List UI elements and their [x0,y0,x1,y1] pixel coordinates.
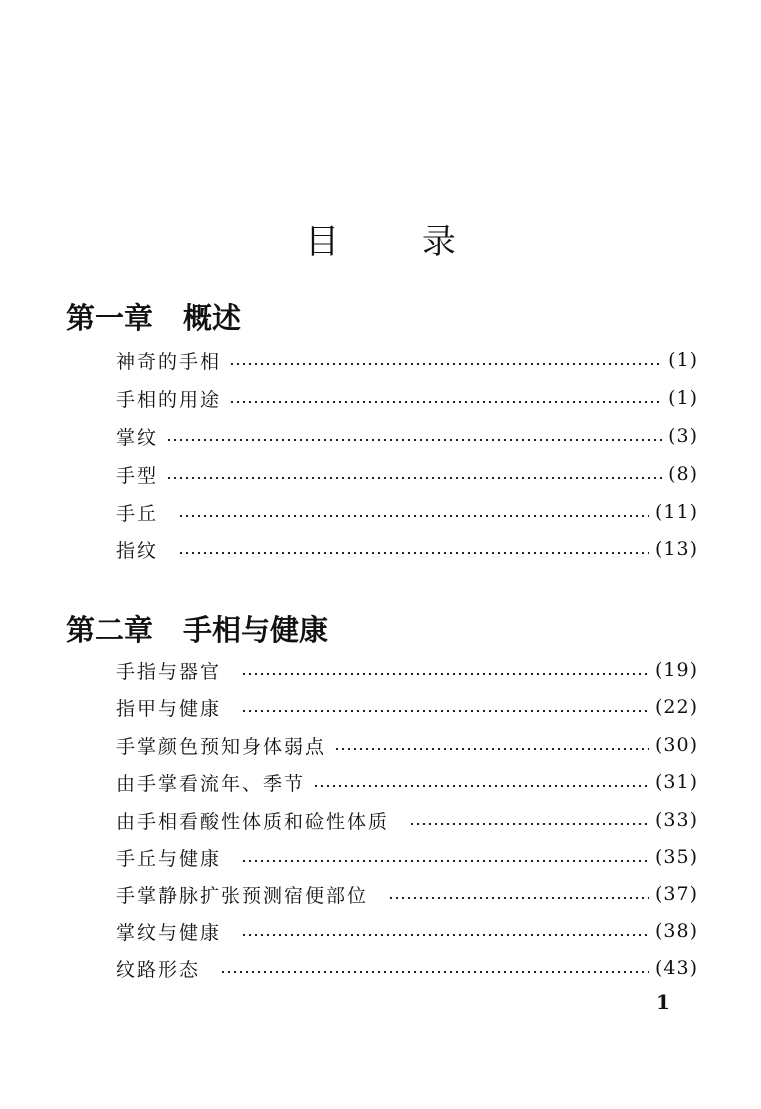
toc-entry[interactable] [116,840,698,874]
toc-entry-page: (35) [654,846,698,868]
leader-dots [334,748,649,750]
leader-dots [229,401,662,403]
toc-entry[interactable] [116,495,698,529]
chapter-heading-2 [66,610,328,650]
toc-entry[interactable] [116,532,698,566]
toc-entry-page: (1) [668,387,698,409]
toc-entry[interactable] [116,914,698,948]
toc-entry-page: (8) [668,463,698,485]
chapter-heading-1 [66,298,241,338]
toc-entry-label: 手相的用途 [116,388,222,411]
leader-dots [229,363,662,365]
leader-dots [241,860,649,862]
toc-entry-page: (1) [668,349,698,371]
toc-entry-page: (38) [654,920,698,942]
page-number: 1 [656,990,670,1014]
toc-entry[interactable] [116,765,698,799]
leader-dots [241,710,649,712]
chapter-number: 第一章 [66,301,154,335]
toc-entry-label: 由手掌看流年、季节 [116,772,306,795]
toc-entry[interactable] [116,653,698,687]
leader-dots [409,823,649,825]
leader-dots [388,897,649,899]
leader-dots [178,552,649,554]
toc-entry-label: 掌纹与健康 [116,921,222,944]
toc-entry[interactable] [116,457,698,491]
toc-entry-page: (33) [654,809,698,831]
toc-entry-label: 指纹 [116,539,159,562]
toc-entry-label: 手型 [116,464,159,487]
toc-entry-page: (3) [668,425,698,447]
toc-entry[interactable] [116,690,698,724]
leader-dots [166,477,662,479]
toc-entry-label: 手丘与健康 [116,847,222,870]
toc-entry[interactable] [116,381,698,415]
toc-entry-page: (43) [654,957,698,979]
chapter-number: 第二章 [66,613,154,647]
toc-entry[interactable] [116,951,698,985]
toc-entry[interactable] [116,877,698,911]
toc-entry-page: (31) [654,771,698,793]
toc-entry-page: (37) [654,883,698,905]
toc-entry[interactable] [116,803,698,837]
leader-dots [241,673,649,675]
leader-dots [313,785,649,787]
toc-entry-label: 由手相看酸性体质和硷性体质 [116,810,390,833]
toc-entry-label: 手指与器官 [116,660,222,683]
toc-entry[interactable] [116,728,698,762]
toc-entry-page: (22) [654,696,698,718]
toc-entry-label: 指甲与健康 [116,697,222,720]
toc-entry[interactable] [116,419,698,453]
page-title: 目 录 [305,222,492,262]
toc-entry-label: 纹路形态 [116,958,201,981]
toc-entry-label: 掌纹 [116,426,159,449]
toc-entry-label: 手丘 [116,502,159,525]
toc-entry-label: 手掌颜色预知身体弱点 [116,735,327,758]
toc-entry[interactable] [116,343,698,377]
leader-dots [178,515,649,517]
toc-entry-label: 手掌静脉扩张预测宿便部位 [116,884,369,907]
toc-entry-label: 神奇的手相 [116,350,222,373]
leader-dots [241,934,649,936]
chapter-name: 概述 [183,301,242,335]
toc-entry-page: (19) [654,659,698,681]
toc-entry-page: (11) [654,501,698,523]
toc-entry-page: (30) [654,734,698,756]
toc-entry-page: (13) [654,538,698,560]
chapter-name: 手相与健康 [183,613,329,647]
leader-dots [220,971,649,973]
leader-dots [166,439,662,441]
